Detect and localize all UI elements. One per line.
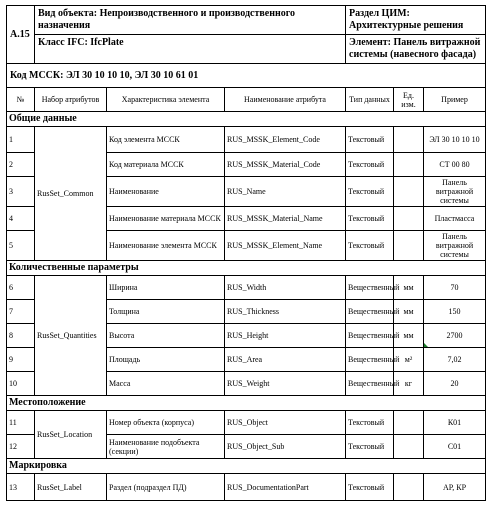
row-example: С01 [424, 435, 486, 459]
attribute-table [6, 5, 486, 501]
row-num: 7 [7, 300, 35, 324]
row-unit: мм [394, 324, 424, 348]
row-num: 1 [7, 127, 35, 153]
object-type: Вид объекта: Непроизводственного и производственного назначения [35, 6, 346, 35]
row-num: 9 [7, 348, 35, 372]
table-row [7, 127, 486, 153]
row-attr-name: RUS_Object [225, 411, 346, 435]
row-data-type: Вещественный [346, 300, 394, 324]
row-unit: кг [394, 372, 424, 396]
row-characteristic: Раздел (подраздел ПД) [107, 474, 225, 501]
col-attr-name: Наименование атрибута [225, 88, 346, 112]
row-example: Панель витражной системы [424, 231, 486, 261]
row-data-type: Текстовый [346, 153, 394, 177]
row-unit [394, 127, 424, 153]
row-attr-name: RUS_MSSK_Element_Name [225, 231, 346, 261]
row-data-type: Текстовый [346, 411, 394, 435]
section-general: Общие данные [7, 112, 486, 127]
row-data-type: Вещественный [346, 372, 394, 396]
ifc-class: Класс IFC: IfcPlate [35, 35, 346, 64]
row-example: 70 [424, 276, 486, 300]
row-unit [394, 411, 424, 435]
row-unit [394, 153, 424, 177]
col-attr-set: Набор атрибутов [35, 88, 107, 112]
row-example: АР, КР [424, 474, 486, 501]
row-data-type: Текстовый [346, 177, 394, 207]
table-row [7, 276, 486, 300]
row-num: 4 [7, 207, 35, 231]
element-name: Элемент: Панель витражной системы (навесного фасада) [346, 35, 486, 64]
row-num: 6 [7, 276, 35, 300]
row-example: Пластмасса [424, 207, 486, 231]
row-attr-name: RUS_Name [225, 177, 346, 207]
row-num: 11 [7, 411, 35, 435]
col-num: № [7, 88, 35, 112]
row-example: 2700 [424, 324, 486, 348]
row-unit: мм [394, 300, 424, 324]
row-unit: мм [394, 276, 424, 300]
attr-set-quantities: RusSet_Quantities [35, 276, 107, 396]
table-code: А.15 [7, 6, 35, 64]
row-data-type: Текстовый [346, 207, 394, 231]
col-example: Пример [424, 88, 486, 112]
row-unit [394, 177, 424, 207]
attr-set-location: RusSet_Location [35, 411, 107, 459]
attr-set-label: RusSet_Label [35, 474, 107, 501]
row-attr-name: RUS_Thickness [225, 300, 346, 324]
row-attr-name: RUS_MSSK_Material_Name [225, 207, 346, 231]
row-num: 2 [7, 153, 35, 177]
row-example: ЭЛ 30 10 10 10 [424, 127, 486, 153]
attr-set-common: RusSet_Common [35, 127, 107, 261]
row-num: 10 [7, 372, 35, 396]
row-data-type: Текстовый [346, 435, 394, 459]
table-row [7, 474, 486, 501]
row-characteristic: Номер объекта (корпуса) [107, 411, 225, 435]
row-num: 12 [7, 435, 35, 459]
row-data-type: Текстовый [346, 474, 394, 501]
row-data-type: Вещественный [346, 348, 394, 372]
row-attr-name: RUS_Height [225, 324, 346, 348]
row-attr-name: RUS_MSSK_Element_Code [225, 127, 346, 153]
row-attr-name: RUS_Width [225, 276, 346, 300]
row-unit [394, 435, 424, 459]
section-marking: Маркировка [7, 459, 486, 474]
row-example: СТ 00 80 [424, 153, 486, 177]
row-attr-name: RUS_Area [225, 348, 346, 372]
row-data-type: Текстовый [346, 127, 394, 153]
row-attr-name: RUS_DocumentationPart [225, 474, 346, 501]
col-characteristic: Характеристика элемента [107, 88, 225, 112]
row-characteristic: Наименование материала МССК [107, 207, 225, 231]
row-characteristic: Наименование [107, 177, 225, 207]
row-data-type: Вещественный [346, 324, 394, 348]
row-example: 7,02 [424, 348, 486, 372]
section-location: Местоположение [7, 396, 486, 411]
cim-section: Раздел ЦИМ: Архитектурные решения [346, 6, 486, 35]
col-unit: Ед. изм. [394, 88, 424, 112]
row-example: К01 [424, 411, 486, 435]
row-num: 5 [7, 231, 35, 261]
row-data-type: Вещественный [346, 276, 394, 300]
row-characteristic: Наименование элемента МССК [107, 231, 225, 261]
table-row [7, 411, 486, 435]
row-unit [394, 474, 424, 501]
row-example: Панель витражной системы [424, 177, 486, 207]
row-characteristic: Высота [107, 324, 225, 348]
row-example: 150 [424, 300, 486, 324]
row-characteristic: Масса [107, 372, 225, 396]
row-data-type: Текстовый [346, 231, 394, 261]
row-attr-name: RUS_MSSK_Material_Code [225, 153, 346, 177]
mcck-code: Код МССК: ЭЛ 30 10 10 10, ЭЛ 30 10 61 01 [7, 64, 486, 88]
row-characteristic: Код материала МССК [107, 153, 225, 177]
row-characteristic: Код элемента МССК [107, 127, 225, 153]
row-characteristic: Ширина [107, 276, 225, 300]
row-example: 20 [424, 372, 486, 396]
row-num: 13 [7, 474, 35, 501]
col-data-type: Тип данных [346, 88, 394, 112]
row-num: 3 [7, 177, 35, 207]
row-unit: м² [394, 348, 424, 372]
row-characteristic: Толщина [107, 300, 225, 324]
row-attr-name: RUS_Object_Sub [225, 435, 346, 459]
section-quantities: Количественные параметры [7, 261, 486, 276]
row-num: 8 [7, 324, 35, 348]
row-unit [394, 207, 424, 231]
row-attr-name: RUS_Weight [225, 372, 346, 396]
row-characteristic: Наименование подобъекта (секции) [107, 435, 225, 459]
row-characteristic: Площадь [107, 348, 225, 372]
row-unit [394, 231, 424, 261]
